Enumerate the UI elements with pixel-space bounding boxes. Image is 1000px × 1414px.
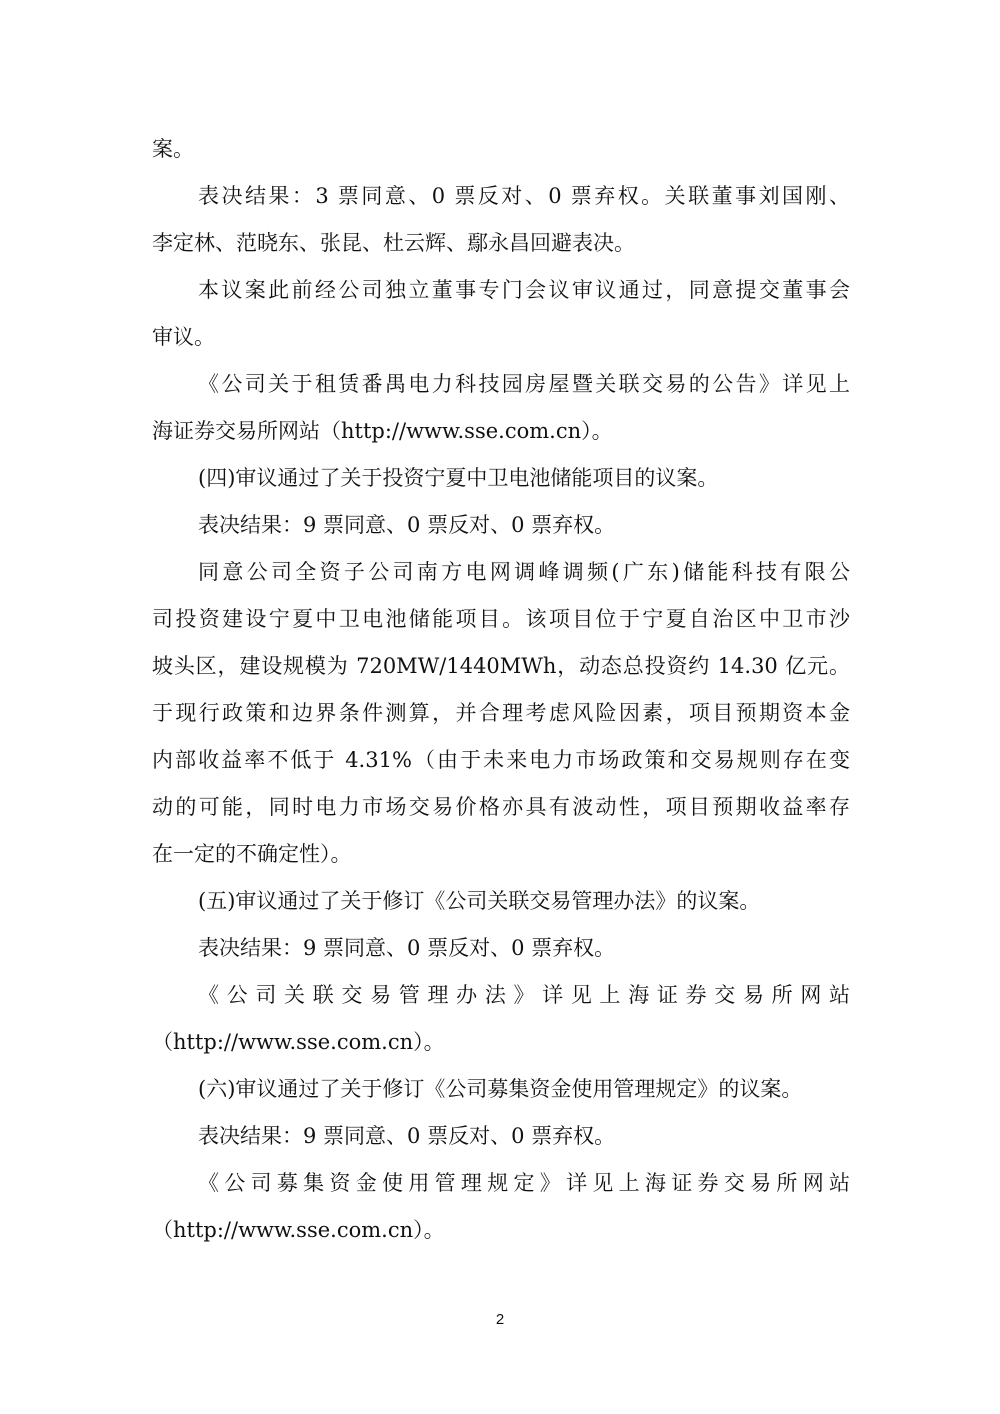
text-line: 《公司关于租赁番禺电力科技园房屋暨关联交易的公告》详见上 [198, 372, 850, 396]
text-line: （http://www.sse.com.cn）。 [152, 1218, 445, 1242]
text-line: (四)审议通过了关于投资宁夏中卫电池储能项目的议案。 [198, 466, 719, 490]
text-line: 本议案此前经公司独立董事专门会议审议通过，同意提交董事会 [198, 278, 850, 302]
text-line: 表决结果：9 票同意、0 票反对、0 票弃权。 [198, 936, 616, 960]
text-line: 同意公司全资子公司南方电网调峰调频(广东)储能科技有限公 [198, 560, 850, 584]
text-line: 李定林、范晓东、张昆、杜云辉、鄢永昌回避表决。 [152, 231, 635, 255]
text-line: 在一定的不确定性）。 [152, 842, 352, 866]
text-line: 表决结果：3 票同意、0 票反对、0 票弃权。关联董事刘国刚、 [198, 184, 850, 208]
text-line: 案。 [152, 137, 194, 161]
text-line: 表决结果：9 票同意、0 票反对、0 票弃权。 [198, 1124, 616, 1148]
text-line: 于现行政策和边界条件测算，并合理考虑风险因素，项目预期资本金 [152, 701, 850, 725]
text-line: 海证券交易所网站（http://www.sse.com.cn）。 [152, 419, 613, 443]
text-line: （http://www.sse.com.cn）。 [152, 1030, 445, 1054]
text-line: 司投资建设宁夏中卫电池储能项目。该项目位于宁夏自治区中卫市沙 [152, 607, 850, 631]
text-line: 审议。 [152, 325, 215, 349]
text-line: 表决结果：9 票同意、0 票反对、0 票弃权。 [198, 513, 616, 537]
text-line: (五)审议通过了关于修订《公司关联交易管理办法》的议案。 [198, 889, 761, 913]
document-body [152, 126, 850, 1254]
text-line: 《公司关联交易管理办法》详见上海证券交易所网站 [198, 983, 850, 1007]
page-number: 2 [495, 1311, 505, 1328]
text-line: 内部收益率不低于 4.31%（由于未来电力市场政策和交易规则存在变 [152, 748, 850, 772]
text-line: 动的可能，同时电力市场交易价格亦具有波动性，项目预期收益率存 [152, 795, 850, 819]
text-line: 坡头区，建设规模为 720MW/1440MWh，动态总投资约 14.30 亿元。 [152, 654, 850, 678]
text-line: 《公司募集资金使用管理规定》详见上海证券交易所网站 [198, 1171, 850, 1195]
text-line: (六)审议通过了关于修订《公司募集资金使用管理规定》的议案。 [198, 1077, 803, 1101]
